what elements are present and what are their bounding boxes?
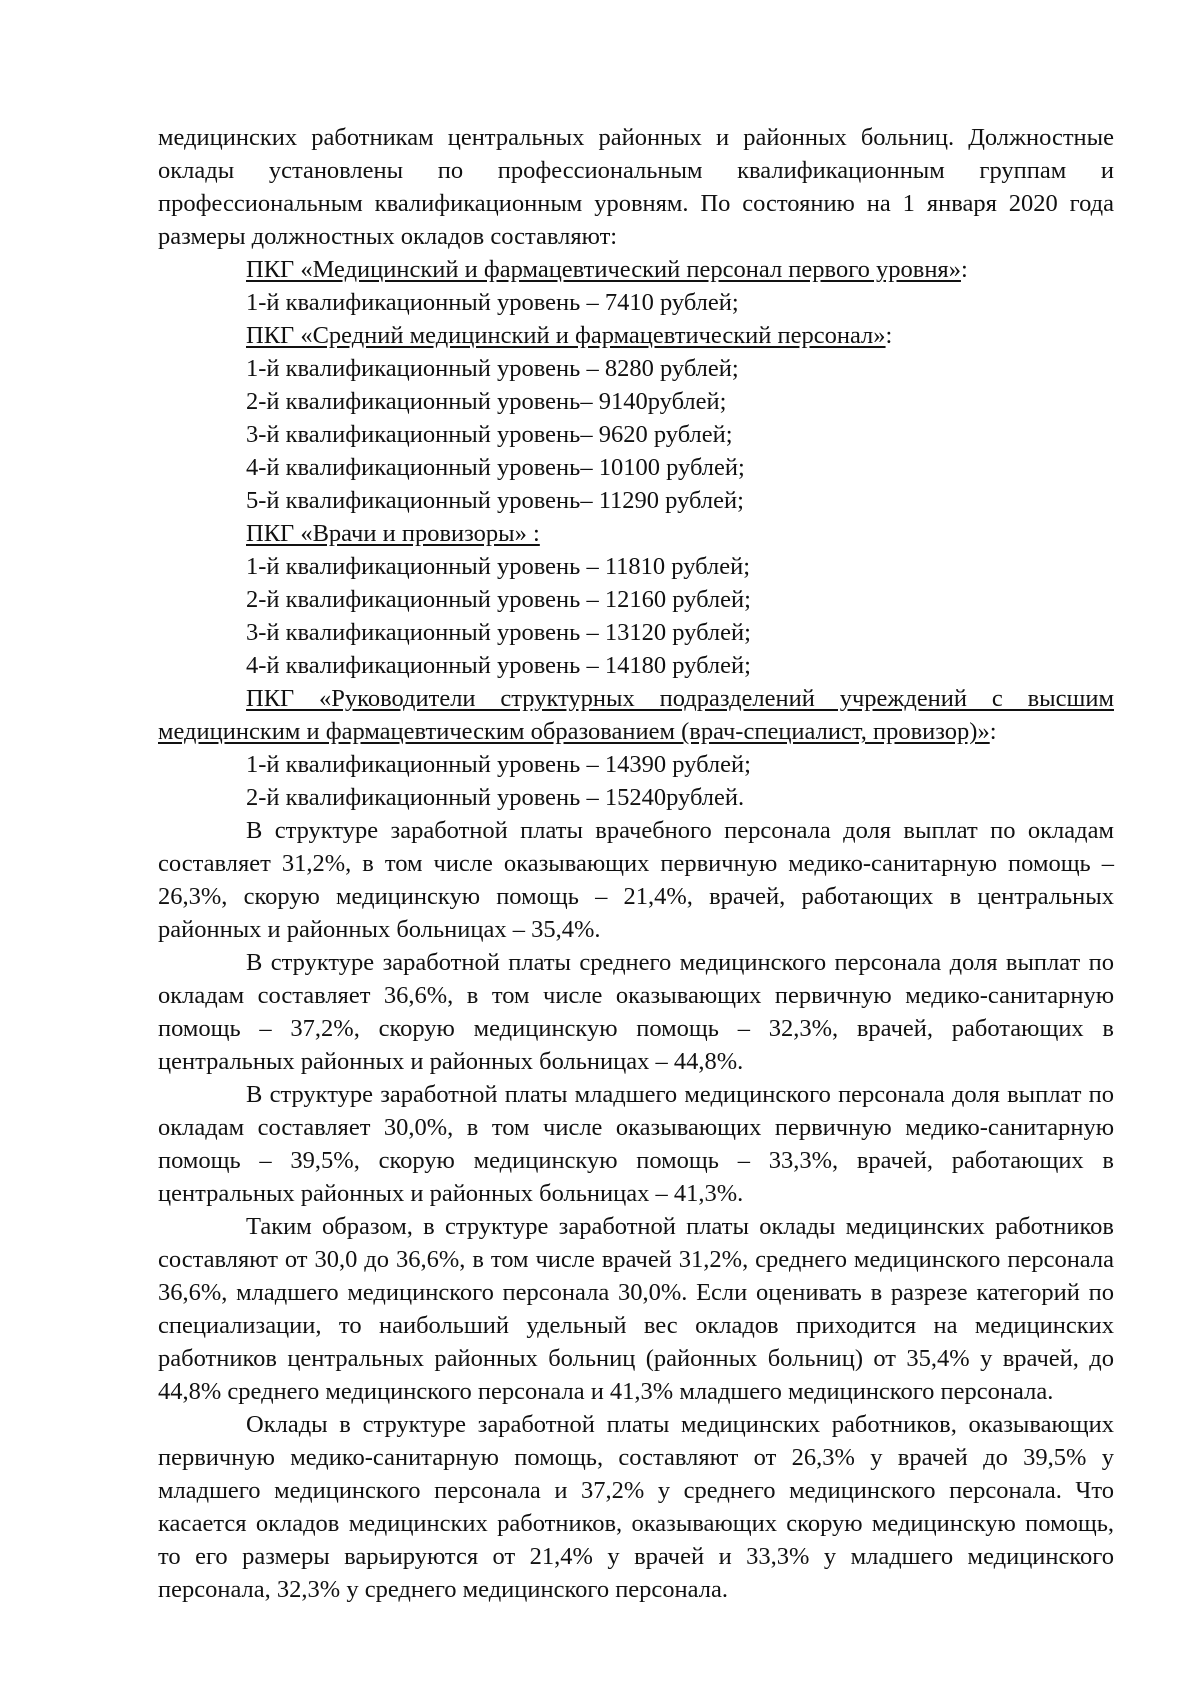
group-title: ПКГ «Руководители структурных подразделений учреждений с высшим медицинским и фармацевтическим образованием (врач-специалист, провизор)» xyxy=(158,685,1114,745)
level-item: 3-й квалификационный уровень – 13120 рублей; xyxy=(246,619,751,646)
document-body xyxy=(158,121,1114,1606)
body-paragraph: В структуре заработной платы среднего медицинского персонала доля выплат по окладам составляет 36,6%, в том числе оказывающих первичную медико-санитарную помощь – 37,2%, скорую медицинскую помощь – 32,3%, врачей, работающих в центральных районных и районных больницах – 44,8%. xyxy=(158,949,1114,1075)
group-title-suffix: : xyxy=(989,718,997,745)
body-paragraph: Таким образом, в структуре заработной платы оклады медицинских работников составляют от 30,0 до 36,6%, в том числе врачей 31,2%, среднего медицинского персонала 36,6%, младшего медицинского персонала 30,0%. Если оценивать в разрезе категорий по специализации, то наибольший удельный вес окладов приходится на медицинских работников центральных районных больниц (районных больниц) от 35,4% у врачей, до 44,8% среднего медицинского персонала и 41,3% младшего медицинского персонала. xyxy=(158,1213,1114,1405)
group-title: ПКГ «Средний медицинский и фармацевтический персонал» xyxy=(246,322,886,349)
level-item: 4-й квалификационный уровень– 10100 рублей; xyxy=(246,454,745,481)
group-title: ПКГ «Врачи и провизоры» : xyxy=(246,520,540,547)
level-item: 1-й квалификационный уровень – 11810 рублей; xyxy=(246,553,751,580)
level-item: 2-й квалификационный уровень– 9140рублей; xyxy=(246,388,727,415)
group-title-suffix: : xyxy=(960,256,968,283)
group-heading xyxy=(158,319,1114,352)
group-title: ПКГ «Медицинский и фармацевтический персонал первого уровня» xyxy=(246,256,961,283)
level-item: 1-й квалификационный уровень – 7410 рублей; xyxy=(246,289,739,316)
level-item: 5-й квалификационный уровень– 11290 рублей; xyxy=(246,487,744,514)
level-item: 3-й квалификационный уровень– 9620 рублей; xyxy=(246,421,733,448)
group-heading xyxy=(158,517,1114,550)
group-heading xyxy=(158,682,1114,748)
group-title-suffix: : xyxy=(885,322,893,349)
level-item: 2-й квалификационный уровень – 12160 рублей; xyxy=(246,586,751,613)
body-paragraph: В структуре заработной платы младшего медицинского персонала доля выплат по окладам составляет 30,0%, в том числе оказывающих первичную медико-санитарную помощь – 39,5%, скорую медицинскую помощь – 33,3%, врачей, работающих в центральных районных и районных больницах – 41,3%. xyxy=(158,1081,1114,1207)
level-item: 4-й квалификационный уровень – 14180 рублей; xyxy=(246,652,751,679)
body-paragraph: В структуре заработной платы врачебного персонала доля выплат по окладам составляет 31,2%, в том числе оказывающих первичную медико-санитарную помощь – 26,3%, скорую медицинскую помощь – 21,4%, врачей, работающих в центральных районных и районных больницах – 35,4%. xyxy=(158,817,1114,943)
level-item: 1-й квалификационный уровень – 14390 рублей; xyxy=(246,751,751,778)
level-item: 2-й квалификационный уровень – 15240рублей. xyxy=(246,784,745,811)
body-paragraph: Оклады в структуре заработной платы медицинских работников, оказывающих первичную медико-санитарную помощь, составляют от 26,3% у врачей до 39,5% у младшего медицинского персонала и 37,2% у среднего медицинского персонала. Что касается окладов медицинских работников, оказывающих скорую медицинскую помощь, то его размеры варьируются от 21,4% у врачей и 33,3% у младшего медицинского персонала, 32,3% у среднего медицинского персонала. xyxy=(158,1411,1114,1603)
group-heading xyxy=(158,253,1114,286)
level-item: 1-й квалификационный уровень – 8280 рублей; xyxy=(246,355,739,382)
intro-paragraph: медицинских работникам центральных районных и районных больниц. Должностные оклады установлены по профессиональным квалификационным группам и профессиональным квалификационным уровням. По состоянию на 1 января 2020 года размеры должностных окладов составляют: xyxy=(158,124,1114,250)
